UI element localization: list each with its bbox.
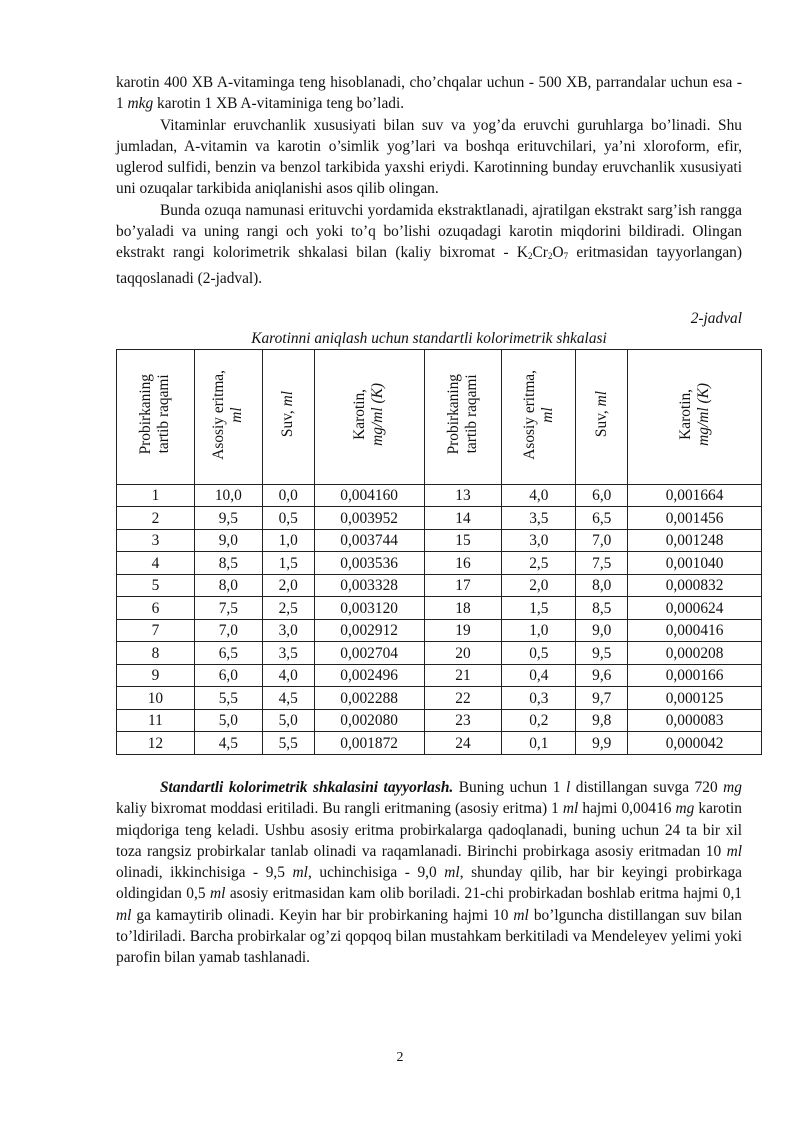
- table-cell: 0,001872: [314, 732, 424, 755]
- header-carotene: Karotin, mg/ml (K): [314, 349, 424, 484]
- table-cell: 10: [117, 687, 195, 710]
- table-cell: 6,0: [194, 664, 262, 687]
- table-cell: 21: [424, 664, 502, 687]
- table-cell: 0,003328: [314, 574, 424, 597]
- table-cell: 11: [117, 709, 195, 732]
- table-cell: 3,5: [262, 642, 314, 665]
- table-cell: 0,001040: [628, 552, 762, 575]
- table-cell: 0,000208: [628, 642, 762, 665]
- table-cell: 0,001456: [628, 507, 762, 530]
- table-cell: 4,0: [502, 484, 576, 507]
- table-cell: 9,8: [576, 709, 628, 732]
- table-cell: 0,5: [262, 507, 314, 530]
- table-cell: 0,002288: [314, 687, 424, 710]
- table-cell: 5,0: [262, 709, 314, 732]
- table-cell: 2,5: [502, 552, 576, 575]
- table-cell: 0,1: [502, 732, 576, 755]
- table-cell: 0,5: [502, 642, 576, 665]
- table-cell: 4,5: [262, 687, 314, 710]
- table-cell: 0,001664: [628, 484, 762, 507]
- table-cell: 1,5: [502, 597, 576, 620]
- colorimetric-scale-table: [116, 349, 762, 755]
- table-cell: 9,7: [576, 687, 628, 710]
- table-cell: 9,5: [576, 642, 628, 665]
- header-tube-number-2: Probirkaning tartib raqami: [424, 349, 502, 484]
- table-cell: 7,5: [576, 552, 628, 575]
- table-cell: 8: [117, 642, 195, 665]
- table-cell: 0,000166: [628, 664, 762, 687]
- table-cell: 19: [424, 619, 502, 642]
- table-cell: 7,0: [576, 529, 628, 552]
- table-row: [117, 732, 762, 755]
- page-number: 2: [396, 1050, 404, 1065]
- table-cell: 23: [424, 709, 502, 732]
- table-cell: 0,000416: [628, 619, 762, 642]
- table-header-row: [117, 349, 762, 484]
- table-row: [117, 642, 762, 665]
- table-cell: 2,5: [262, 597, 314, 620]
- table-row: [117, 687, 762, 710]
- table-cell: 1,5: [262, 552, 314, 575]
- table-cell: 3,0: [262, 619, 314, 642]
- table-cell: 4,0: [262, 664, 314, 687]
- paragraph-2: Vitaminlar eruvchanlik xususiyati bilan suv va yog’da eruvchi guruhlarga bo’linadi. Shu jumladan, A-vitamin va karotin o’simlik yog’lari va boshqa erituvchilari, ya’ni xloroform, efir, uglerod sulfidi, benzin va benzol tarkibida yaxshi eriydi. Karotinning bunday eruvchanlik xususiyati uni ozuqalar tarkibida aniqlanishi asos qilib olingan.: [116, 116, 742, 198]
- table-cell: 5: [117, 574, 195, 597]
- table-row: [117, 664, 762, 687]
- table-row: [117, 507, 762, 530]
- document-page: [116, 72, 742, 969]
- table-cell: 9: [117, 664, 195, 687]
- table-cell: 0,000624: [628, 597, 762, 620]
- table-cell: 7,5: [194, 597, 262, 620]
- table-cell: 0,2: [502, 709, 576, 732]
- table-cell: 24: [424, 732, 502, 755]
- header-stock-solution-2: Asosiy eritma, ml: [502, 349, 576, 484]
- table-cell: 0,001248: [628, 529, 762, 552]
- table-cell: 12: [117, 732, 195, 755]
- table-cell: 0,002496: [314, 664, 424, 687]
- table-cell: 18: [424, 597, 502, 620]
- table-cell: 6,5: [194, 642, 262, 665]
- table-cell: 3,5: [502, 507, 576, 530]
- table-title: Karotinni aniqlash uchun standartli kolorimetrik shkalasi: [251, 329, 607, 347]
- table-cell: 0,3: [502, 687, 576, 710]
- table-cell: 9,9: [576, 732, 628, 755]
- table-cell: 5,5: [262, 732, 314, 755]
- header-water-2: Suv, ml: [576, 349, 628, 484]
- table-cell: 3,0: [502, 529, 576, 552]
- table-cell: 1: [117, 484, 195, 507]
- table-row: [117, 709, 762, 732]
- table-cell: 0,004160: [314, 484, 424, 507]
- table-cell: 4: [117, 552, 195, 575]
- table-cell: 4,5: [194, 732, 262, 755]
- table-cell: 0,0: [262, 484, 314, 507]
- table-cell: 8,5: [576, 597, 628, 620]
- table-cell: 22: [424, 687, 502, 710]
- table-row: [117, 484, 762, 507]
- table-cell: 1,0: [262, 529, 314, 552]
- table-cell: 0,003536: [314, 552, 424, 575]
- table-row: [117, 552, 762, 575]
- table-cell: 9,0: [194, 529, 262, 552]
- table-row: [117, 574, 762, 597]
- table-cell: 14: [424, 507, 502, 530]
- table-cell: 5,0: [194, 709, 262, 732]
- table-cell: 9,6: [576, 664, 628, 687]
- section-heading: Standartli kolorimetrik shkalasini tayyorlash.: [160, 778, 454, 796]
- paragraph-1: karotin 400 XB A-vitaminga teng hisoblanadi, cho’chqalar uchun - 500 XB, parrandalar uchun esa - 1 mkg karotin 1 XB A-vitaminiga teng bo’ladi.: [116, 74, 742, 113]
- table-body: [117, 484, 762, 754]
- table-cell: 6,5: [576, 507, 628, 530]
- table-cell: 0,000125: [628, 687, 762, 710]
- table-cell: 8,0: [576, 574, 628, 597]
- table-cell: 8,5: [194, 552, 262, 575]
- header-carotene-2: Karotin, mg/ml (K): [628, 349, 762, 484]
- table-cell: 0,4: [502, 664, 576, 687]
- table-cell: 2: [117, 507, 195, 530]
- table-cell: 6: [117, 597, 195, 620]
- table-cell: 0,002080: [314, 709, 424, 732]
- table-row: [117, 529, 762, 552]
- table-cell: 0,003952: [314, 507, 424, 530]
- table-cell: 6,0: [576, 484, 628, 507]
- header-stock-solution: Asosiy eritma, ml: [194, 349, 262, 484]
- paragraph-3: Bunda ozuqa namunasi erituvchi yordamida ekstraktlanadi, ajratilgan ekstrakt sarg’ish rangga bo’yaladi va uning rangi och yoki to’q bo’lishi ozuqadagi karotin miqdorini bildiradi. Olingan ekstrakt rangi kolorimetrik shkalasi bilan (kaliy bixromat - $K_2Cr_2O_7$ eritmasidan tayyorlangan) taqqoslanadi (2-jadval).: [116, 201, 743, 287]
- table-cell: 0,000832: [628, 574, 762, 597]
- table-cell: 20: [424, 642, 502, 665]
- table-cell: 9,0: [576, 619, 628, 642]
- table-cell: 2,0: [262, 574, 314, 597]
- table-row: [117, 619, 762, 642]
- table-cell: 16: [424, 552, 502, 575]
- table-cell: 0,000042: [628, 732, 762, 755]
- table-cell: 8,0: [194, 574, 262, 597]
- table-row: [117, 597, 762, 620]
- table-cell: 2,0: [502, 574, 576, 597]
- table-cell: 0,002912: [314, 619, 424, 642]
- table-cell: 9,5: [194, 507, 262, 530]
- table-cell: 1,0: [502, 619, 576, 642]
- table-number: 2-jadval: [690, 309, 742, 327]
- table-cell: 7,0: [194, 619, 262, 642]
- table-cell: 13: [424, 484, 502, 507]
- table-cell: 15: [424, 529, 502, 552]
- table-cell: 0,000083: [628, 709, 762, 732]
- table-cell: 0,002704: [314, 642, 424, 665]
- header-water: Suv, ml: [262, 349, 314, 484]
- table-cell: 10,0: [194, 484, 262, 507]
- table-cell: 0,003120: [314, 597, 424, 620]
- header-tube-number: Probirkaning tartib raqami: [117, 349, 195, 484]
- table-cell: 17: [424, 574, 502, 597]
- table-cell: 3: [117, 529, 195, 552]
- section-paragraph: Standartli kolorimetrik shkalasini tayyorlash. Buning uchun 1 l distillangan suvga 720 mg kaliy bixromat moddasi eritiladi. Bu rangli eritmaning (asosiy eritma) 1 ml hajmi 0,00416 mg karotin miqdoriga teng keladi. Ushbu asosiy eritma probirkalarga qadoqlanadi, buning uchun 24 ta bir xil toza rangsiz probirkalar tanlab olinadi va raqamlanadi. Birinchi probirkaga asosiy eritmadan 10 ml olinadi, ikkinchisiga - 9,5 ml, uchinchisiga - 9,0 ml, shunday qilib, har bir keyingi probirkaga oldingidan 0,5 ml asosiy eritmasidan kam olib boriladi. 21-chi probirkadan boshlab eritma hajmi 0,1 ml ga kamaytirib olinadi. Keyin har bir probirkaning hajmi 10 ml bo’lguncha distillangan suv bilan to’ldiriladi. Barcha probirkalar og’zi qopqoq bilan mustahkam berkitiladi va Mendeleyev yelimi yoki parofin bilan yamab tashlanadi.: [116, 778, 742, 967]
- table-cell: 0,003744: [314, 529, 424, 552]
- table-cell: 7: [117, 619, 195, 642]
- table-cell: 5,5: [194, 687, 262, 710]
